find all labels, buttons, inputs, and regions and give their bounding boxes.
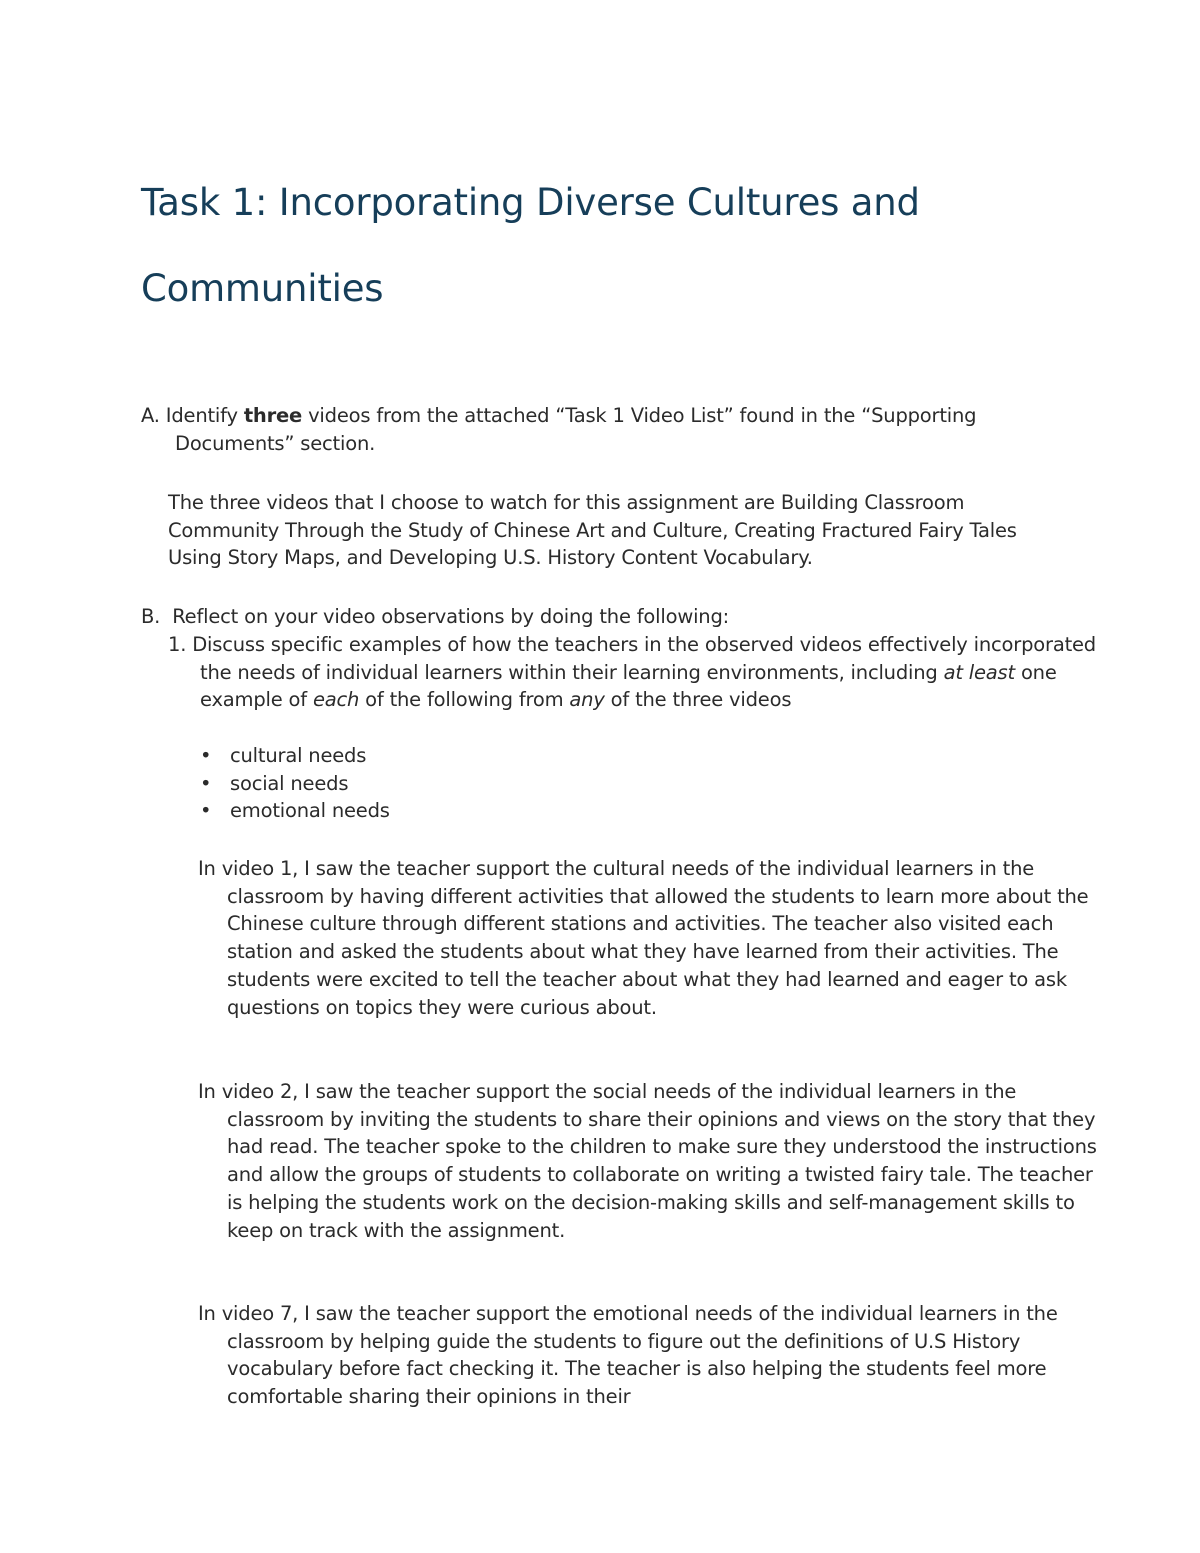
- document-title: [141, 160, 1101, 332]
- item-1-number: 1.: [168, 633, 187, 656]
- item-1-text-part-4: of the three videos: [610, 688, 792, 712]
- bullet-icon: •: [200, 799, 212, 823]
- item-1-italic-each: each: [312, 688, 360, 712]
- list-item: [200, 770, 390, 798]
- list-item: [200, 742, 390, 770]
- title-line-2: Communities: [141, 267, 384, 310]
- response-video-7: In video 7, I saw the teacher support the emotional needs of the individual learners in the classroom by helping guide the students to figure out the definitions of U.S History vocabulary before fact checking it. The teacher is also helping the students feel more comfortable sharing their opinions in their: [198, 1302, 1058, 1409]
- item-1-italic-at-least: at least: [943, 660, 1015, 684]
- answer-a: The three videos that I choose to watch for this assignment are Building Classroom Community Through the Study of Chinese Art and Culture, Creating Fractured Fairy Tales Using Story Maps, and Developing U.S. History Content Vocabulary.: [168, 491, 1017, 570]
- question-b-label: B.: [141, 605, 161, 628]
- question-a-prompt: [141, 402, 1071, 457]
- item-1-text-part-2: one example of: [200, 660, 1057, 712]
- bullet-icon: •: [200, 771, 212, 795]
- list-item: [200, 797, 390, 825]
- item-1-text-part-3: of the following from: [365, 688, 564, 712]
- response-video-1: In video 1, I saw the teacher support the cultural needs of the individual learners in the classroom by having different activities that allowed the students to learn more about the Chinese culture through different stations and activities. The teacher also visited each station and asked the students about what they have learned from their activities. The students were excited to tell the teacher about what they had learned and eager to ask questions on topics they were curious about.: [198, 857, 1089, 1019]
- item-1-italic-any: any: [569, 688, 605, 712]
- response-video-2: In video 2, I saw the teacher support the social needs of the individual learners in the classroom by inviting the students to share their opinions and views on the story that they had read. The teacher spoke to the children to make sure they understood the instructions and allow the groups of students to collaborate on writing a twisted fairy tale. The teacher is helping the students work on the decision-making skills and self-management skills to keep on track with the assignment.: [198, 1080, 1097, 1242]
- question-a-text-end: videos from the attached “Task 1 Video List” found in the “Supporting Documents” section.: [175, 404, 977, 455]
- question-b-text: Reflect on your video observations by doing the following:: [172, 605, 729, 628]
- need-label-cultural: cultural needs: [230, 744, 367, 767]
- question-a-text-start: Identify: [165, 404, 238, 427]
- question-a-bold-word: three: [243, 404, 303, 427]
- bullet-icon: •: [200, 744, 212, 767]
- need-label-emotional: emotional needs: [230, 799, 390, 823]
- item-1-text-part-1: Discuss specific examples of how the teachers in the observed videos effectively incorporated the needs of individual learners within their learning environments, including: [192, 633, 1096, 684]
- question-b-prompt: [141, 603, 1071, 631]
- title-line-1: Task 1: Incorporating Diverse Cultures and: [141, 181, 920, 224]
- question-a-label: A.: [141, 404, 160, 427]
- need-label-social: social needs: [230, 771, 349, 795]
- question-b-item-1: [168, 631, 1100, 714]
- question-a: [141, 402, 1071, 457]
- needs-list: [200, 742, 390, 825]
